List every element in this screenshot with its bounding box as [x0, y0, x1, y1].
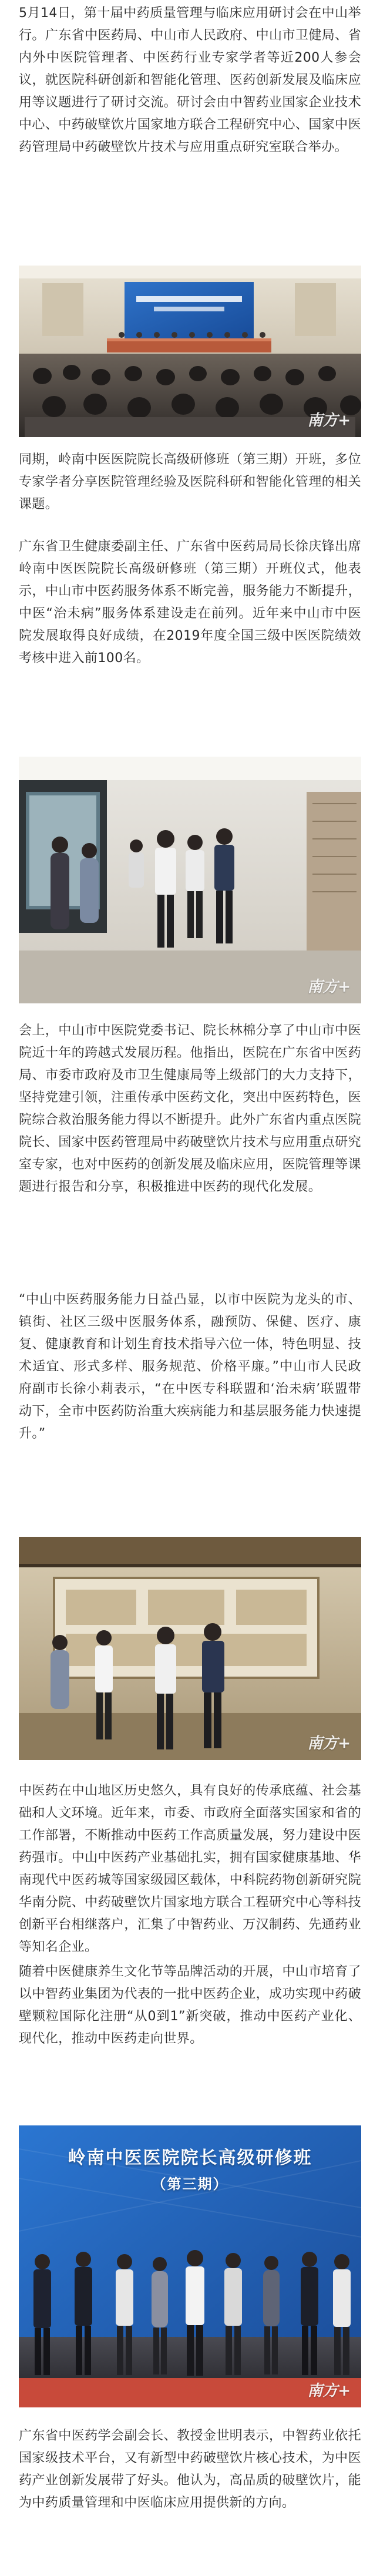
- article-paragraph-5: “中山中医药服务能力日益凸显，以市中医院为龙头的市、镇街、社区三级中医服务体系，融预防、保健、医疗、康复、健康教育和计划生育技术指导六位一体，特色明显、技术适宜、形式多样、服务规范、价格平廉。”中山市人民政府副市长徐小莉表示，“在中医专科联盟和‘治未病’联盟带动下，全市中医药防治重大疾病能力和基层服务能力快速提升。”: [19, 1292, 361, 1441]
- banner-title-line-1: 岭南中医医院院长高级研修班: [68, 2148, 312, 2168]
- article-paragraph-7: 随着中医健康养生文化节等品牌活动的开展，中山市培育了以中智药业集团为代表的一批中医药企业，成功实现中药破壁颗粒国际化注册“从0到1”新突破，推动中医药产业化、现代化，推动中医药走向世界。: [19, 1964, 361, 2046]
- article-paragraph-3: 广东省卫生健康委副主任、广东省中医药局局长徐庆锋出席岭南中医医院院长高级研修班（第三期）开班仪式，他表示，中山市中医药服务体系不断完善，服务能力不断提升，中医“治未病”服务体系建设走在前列。近年来中山市中医院发展取得良好成绩，在2019年度全国三级中医医院绩效考核中进入前100名。: [19, 539, 361, 666]
- article-paragraph-8: 广东省中医药学会副会长、教授金世明表示，中智药业依托国家级技术平台，又有新型中药破壁饮片核心技术，为中医药产业创新发展带了好头。他认为，高品质的破壁饮片，能为中药质量管理和中医临床应用提供新的方向。: [19, 2429, 361, 2510]
- watermark-logo: 南方+: [307, 1735, 351, 1752]
- banner-title-line-2: （第三期）: [152, 2176, 228, 2192]
- hospital-visit-photo: [19, 1537, 361, 1760]
- group-photo-banner: [19, 2125, 361, 2407]
- article-paragraph-1: 5月14日，第十届中药质量管理与临床应用研讨会在中山举行。广东省中医药局、中山市人民政府、中山市卫健局、省内外中医院管理者、中医药行业专家学者等近200人参会议，就医院科研创新和智能化管理、医药创新发展及临床应用等议题进行了研讨交流。研讨会由中智药业国家企业技术中心、中药破壁饮片国家地方联合工程研究中心、国家中医药管理局中药破壁饮片技术与应用重点研究室联合举办。: [19, 6, 361, 155]
- conference-hall-photo: [19, 266, 361, 437]
- article-paragraph-2: 同期，岭南中医医院院长高级研修班（第三期）开班，多位专家学者分享医院管理经验及医院科研和智能化管理的相关课题。: [19, 452, 361, 512]
- banner-title: [19, 2143, 361, 2193]
- watermark-logo: 南方+: [307, 412, 351, 429]
- tour-group-photo: [19, 757, 361, 1003]
- watermark-logo: 南方+: [307, 978, 351, 996]
- article-paragraph-4: 会上，中山市中医院党委书记、院长林棉分享了中山市中医院近十年的跨越式发展历程。他指出，医院在广东省中医药局、市委市政府及市卫生健康局等上级部门的大力支持下，坚持党建引领，注重传承中医药文化，突出中医药特色，医院综合救治服务能力得以不断提升。此外广东省内重点医院院长、国家中医药管理局中药破壁饮片技术与应用重点研究室专家，也对中医药的创新发展及临床应用，医院管理等课题进行报告和分享，积极推进中医药的现代化发展。: [19, 1023, 361, 1194]
- article-paragraph-6: 中医药在中山地区历史悠久，具有良好的传承底蕴、社会基础和人文环境。近年来，市委、市政府全面落实国家和省的工作部署，不断推动中医药工作高质量发展，努力建设中医药强市。中山中医药产业基础扎实，拥有国家健康基地、华南现代中医药城等国家级园区载体，中科院药物创新研究院华南分院、中药破壁饮片国家地方联合工程研究中心等科技创新平台相继落户，汇集了中智药业、万汉制药、先通药业等知名企业。: [19, 1784, 361, 1954]
- watermark-logo: 南方+: [307, 2382, 351, 2400]
